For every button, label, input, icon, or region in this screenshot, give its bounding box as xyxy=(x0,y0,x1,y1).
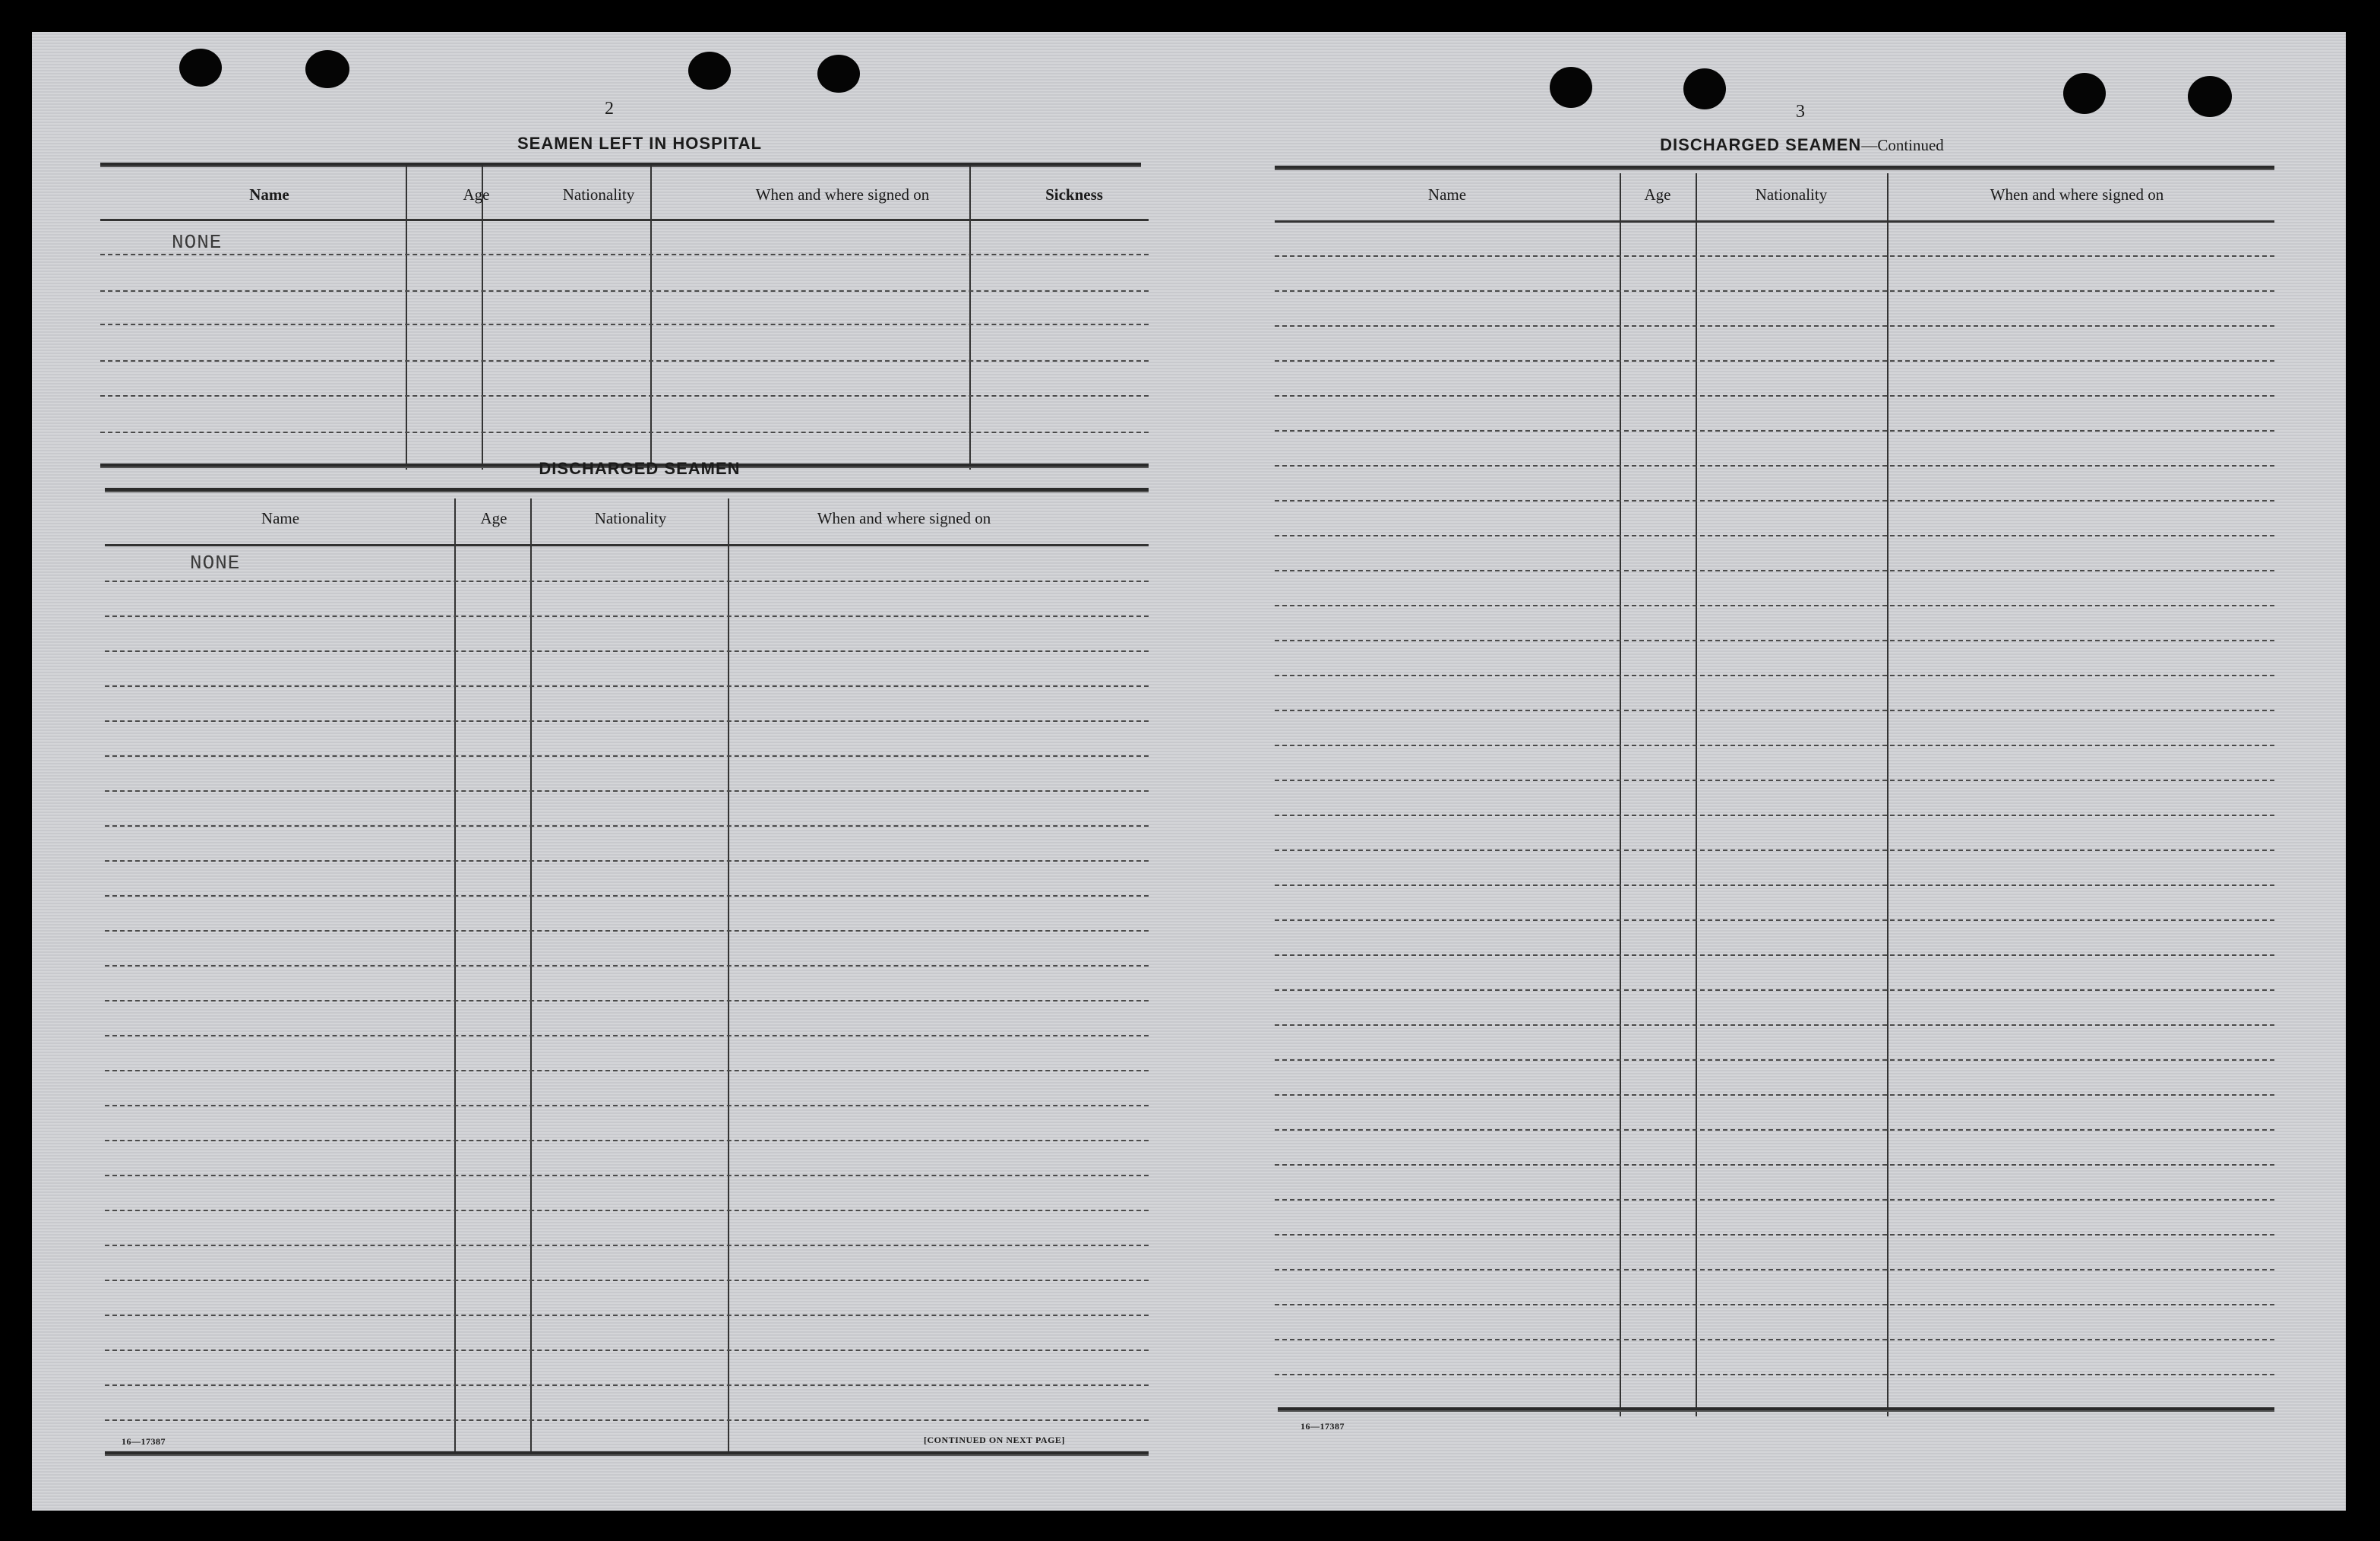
page-number: 3 xyxy=(1796,102,1805,122)
hospital-entry-name: NONE xyxy=(172,231,223,254)
form-number: 16—17387 xyxy=(122,1436,166,1447)
column-header-signed-on: When and where signed on xyxy=(1990,185,2164,204)
right-page xyxy=(1194,32,2346,1511)
column-header-age: Age xyxy=(1644,185,1671,204)
left-page xyxy=(32,32,1194,1511)
form-number: 16—17387 xyxy=(1301,1421,1345,1432)
hospital-section-title: SEAMEN LEFT IN HOSPITAL xyxy=(517,134,763,153)
discharged-section-title: DISCHARGED SEAMEN xyxy=(539,459,741,478)
page-number: 2 xyxy=(605,99,614,119)
discharged-entry-name: NONE xyxy=(190,552,241,574)
column-header-sickness: Sickness xyxy=(1045,185,1103,204)
column-header-name: Name xyxy=(261,509,300,527)
discharged-continued-title xyxy=(1498,135,2106,155)
section-title: DISCHARGED SEAMEN xyxy=(1660,135,1862,154)
title-suffix: —Continued xyxy=(1861,136,1944,154)
column-header-name: Name xyxy=(1427,185,1467,204)
continued-note: [CONTINUED ON NEXT PAGE] xyxy=(924,1435,1065,1445)
column-header-nationality: Nationality xyxy=(594,509,667,527)
column-header-signed-on: When and where signed on xyxy=(755,185,930,204)
document-sheet xyxy=(32,32,2346,1511)
column-header-signed-on: When and where signed on xyxy=(817,509,991,527)
column-header-nationality: Nationality xyxy=(1755,185,1828,204)
column-header-nationality: Nationality xyxy=(562,185,635,204)
column-header-name: Name xyxy=(249,185,289,204)
column-header-age: Age xyxy=(463,185,490,204)
column-header-age: Age xyxy=(480,509,507,527)
